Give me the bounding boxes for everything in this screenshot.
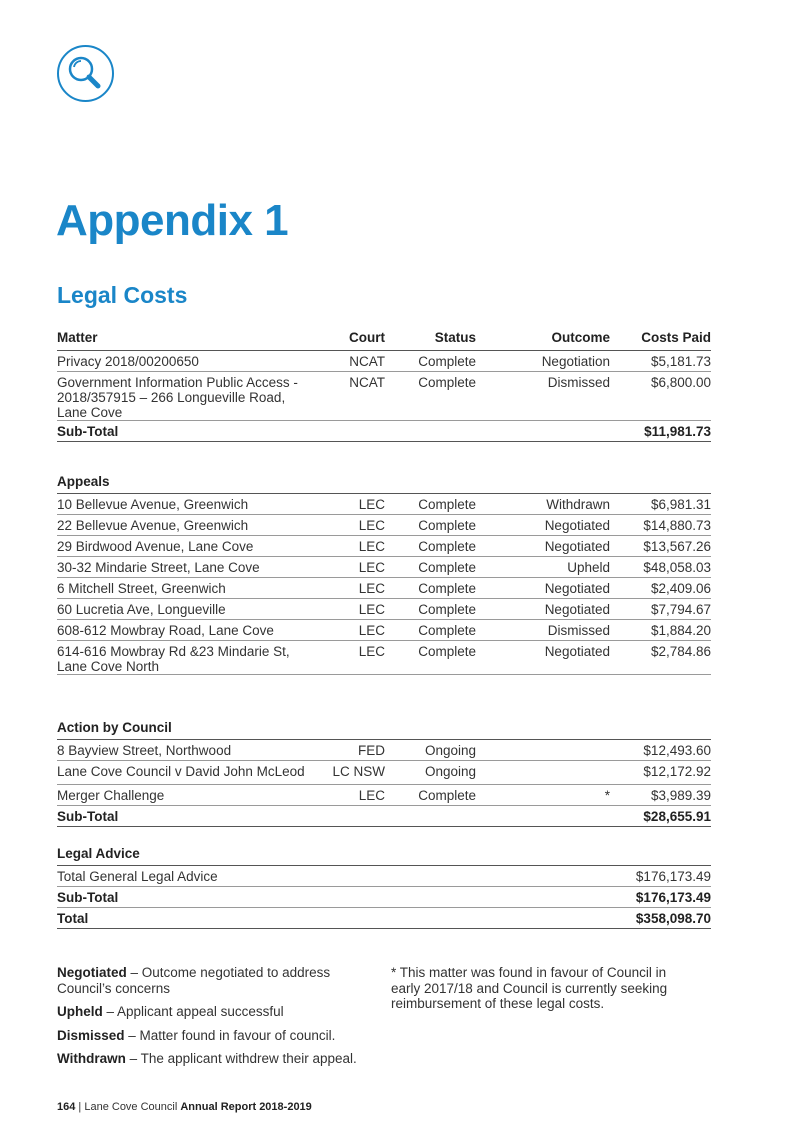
page-number: 164 — [57, 1101, 76, 1113]
cell-cost: $1,884.20 — [650, 623, 711, 638]
council-heading — [57, 720, 711, 740]
cell-status: Complete — [418, 788, 476, 803]
cell-outcome: Dismissed — [547, 375, 610, 390]
table-row — [57, 620, 711, 641]
cell-matter: Total General Legal Advice — [57, 869, 218, 884]
total-value: $358,098.70 — [635, 911, 711, 926]
table-row — [57, 351, 711, 372]
header-status: Status — [434, 330, 476, 345]
cell-status: Complete — [418, 497, 476, 512]
subtotal-label: Sub-Total — [57, 809, 119, 824]
table-row — [57, 599, 711, 620]
cell-status: Complete — [418, 602, 476, 617]
cell-court: LEC — [358, 497, 385, 512]
table-row — [57, 557, 711, 578]
magnifier-icon — [57, 45, 114, 102]
cell-cost: $48,058.03 — [643, 560, 711, 575]
legal-advice-heading — [57, 846, 711, 866]
page-footer — [57, 1101, 312, 1113]
cell-cost: $12,172.92 — [643, 764, 711, 779]
legend-item: Negotiated – Outcome negotiated to address Council’s concerns — [57, 965, 331, 996]
subtotal-row — [57, 421, 711, 442]
table-row — [57, 761, 711, 785]
cell-court: LEC — [358, 788, 385, 803]
cell-matter: 6 Mitchell Street, Greenwich — [57, 581, 226, 596]
header-costs-paid: Costs Paid — [641, 330, 711, 345]
cell-cost: $2,784.86 — [650, 644, 711, 659]
table-row — [57, 515, 711, 536]
council-heading-label: Action by Council — [57, 720, 172, 735]
council-table — [57, 720, 711, 827]
outcome-legend — [57, 965, 367, 1075]
cell-outcome: Negotiated — [544, 602, 610, 617]
cell-court: LEC — [358, 518, 385, 533]
cell-cost: $14,880.73 — [643, 518, 711, 533]
cell-status: Complete — [418, 539, 476, 554]
header-court: Court — [349, 330, 385, 345]
subtotal-value: $176,173.49 — [635, 890, 711, 905]
subtotal-value: $28,655.91 — [643, 809, 711, 824]
cell-matter: Privacy 2018/00200650 — [57, 354, 199, 369]
cell-matter: Lane Cove Council v David John McLeod — [57, 764, 305, 779]
footer-org: Lane Cove Council — [84, 1101, 178, 1113]
cell-status: Complete — [418, 354, 476, 369]
appeals-table — [57, 474, 711, 675]
subtotal-value: $11,981.73 — [644, 424, 711, 439]
cell-court: LEC — [358, 539, 385, 554]
legend-item: Dismissed – Matter found in favour of council. — [57, 1027, 336, 1043]
legend-item: Upheld – Applicant appeal successful — [57, 1004, 284, 1019]
footer-separator: | — [78, 1101, 82, 1113]
cell-outcome: Negotiated — [544, 539, 610, 554]
cell-cost: $7,794.67 — [650, 602, 711, 617]
cell-court: NCAT — [349, 375, 385, 390]
legal-advice-heading-label: Legal Advice — [57, 846, 140, 861]
cell-matter: 60 Lucretia Ave, Longueville — [57, 602, 226, 617]
cell-outcome: * — [604, 788, 610, 803]
table-row — [57, 372, 711, 421]
cell-court: NCAT — [349, 354, 385, 369]
cell-cost: $12,493.60 — [643, 743, 711, 758]
table-header — [57, 330, 711, 351]
legend-item: Withdrawn – The applicant withdrew their appeal. — [57, 1051, 357, 1066]
table-row — [57, 866, 711, 887]
cell-cost: $3,989.39 — [650, 788, 711, 803]
cell-cost: $176,173.49 — [635, 869, 711, 884]
cell-outcome: Negotiated — [544, 581, 610, 596]
cell-outcome: Negotiation — [541, 354, 610, 369]
cell-court: LEC — [358, 560, 385, 575]
cell-status: Ongoing — [424, 764, 476, 779]
cell-outcome: Upheld — [567, 560, 610, 575]
cell-outcome: Dismissed — [547, 623, 610, 638]
cell-matter: Merger Challenge — [57, 788, 165, 803]
cell-status: Complete — [418, 560, 476, 575]
total-row — [57, 908, 711, 929]
cell-matter: Government Information Public Access - 2018/357915 – 266 Longueville Road, Lane Cove — [57, 375, 298, 420]
appeals-heading — [57, 474, 711, 494]
total-label: Total — [57, 911, 89, 926]
appeals-heading-label: Appeals — [57, 474, 110, 489]
cell-court: LEC — [358, 623, 385, 638]
cell-cost: $2,409.06 — [650, 581, 711, 596]
cell-matter: 22 Bellevue Avenue, Greenwich — [57, 518, 249, 533]
cell-status: Complete — [418, 644, 476, 659]
cell-matter: 8 Bayview Street, Northwood — [57, 743, 232, 758]
cell-status: Complete — [418, 623, 476, 638]
cell-outcome: Negotiated — [544, 518, 610, 533]
cell-status: Ongoing — [424, 743, 476, 758]
cell-court: LEC — [358, 602, 385, 617]
cell-matter: 608-612 Mowbray Road, Lane Cove — [57, 623, 274, 638]
cell-outcome: Withdrawn — [546, 497, 610, 512]
cell-court: LC NSW — [332, 764, 385, 779]
section-title: Legal Costs — [57, 282, 188, 308]
header-outcome: Outcome — [551, 330, 610, 345]
cell-cost: $6,800.00 — [650, 375, 711, 390]
cell-cost: $5,181.73 — [650, 354, 711, 369]
cell-cost: $13,567.26 — [643, 539, 711, 554]
cell-status: Complete — [418, 581, 476, 596]
cell-matter: 614-616 Mowbray Rd &23 Mindarie St, Lane Cove North — [57, 644, 290, 674]
cell-court: FED — [358, 743, 385, 758]
cell-status: Complete — [418, 375, 476, 390]
cell-matter: 30-32 Mindarie Street, Lane Cove — [57, 560, 260, 575]
cell-court: LEC — [358, 581, 385, 596]
page-title: Appendix 1 — [56, 196, 289, 245]
table-row — [57, 578, 711, 599]
subtotal-label: Sub-Total — [57, 890, 119, 905]
table-row — [57, 785, 711, 806]
legal-advice-table — [57, 846, 711, 929]
cell-matter: 10 Bellevue Avenue, Greenwich — [57, 497, 249, 512]
table-row — [57, 536, 711, 557]
cell-outcome: Negotiated — [544, 644, 610, 659]
subtotal-row — [57, 887, 711, 908]
cell-cost: $6,981.31 — [650, 497, 711, 512]
table-row — [57, 494, 711, 515]
subtotal-row — [57, 806, 711, 827]
table-row — [57, 641, 711, 675]
cell-matter: 29 Birdwood Avenue, Lane Cove — [57, 539, 254, 554]
cell-status: Complete — [418, 518, 476, 533]
footnote: * This matter was found in favour of Council in early 2017/18 and Council is currently seeking reimbursement of these legal costs. — [391, 965, 668, 1011]
header-matter: Matter — [57, 330, 98, 345]
footer-report: Annual Report 2018-2019 — [180, 1101, 312, 1113]
table-row — [57, 740, 711, 761]
cell-court: LEC — [358, 644, 385, 659]
subtotal-label: Sub-Total — [57, 424, 119, 439]
legal-costs-table — [57, 330, 711, 442]
